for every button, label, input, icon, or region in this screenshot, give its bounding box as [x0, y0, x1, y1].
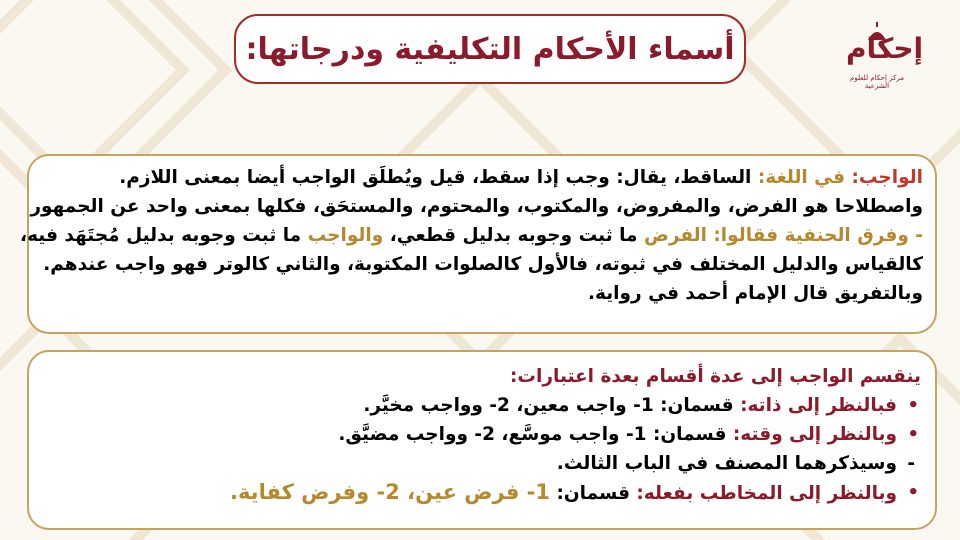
item-3-prefix: قسمان:	[556, 483, 630, 504]
wajib-text: ما ثبت وجوبه بدليل مُجتَهَد فيه،	[20, 225, 302, 246]
wajib-term-2: والواجب	[307, 225, 384, 246]
bullet-icon: •	[907, 395, 919, 416]
lang-label: في اللغة:	[757, 167, 845, 188]
division-note	[47, 449, 921, 478]
dash-icon: -	[907, 453, 915, 474]
item-2-text: قسمان: 1- واجب موسَّع، 2- وواجب مضيَّق.	[338, 424, 727, 445]
fard-text: ما ثبت وجوبه بدليل قطعي،	[389, 225, 638, 246]
logo-subtitle: مركز إحكام للعلوم الشرعية	[850, 74, 904, 90]
fard-term: الفرض	[643, 225, 707, 246]
item-2-label: وبالنظر إلى وقته:	[732, 424, 897, 445]
item-3-label: وبالنظر إلى المخاطب بفعله:	[636, 483, 897, 504]
item-1-label: فبالنظر إلى ذاته:	[740, 395, 897, 416]
item-1-text: قسمان: 1- واجب معين، 2- وواجب مخيَّر.	[363, 395, 734, 416]
title-box	[234, 14, 746, 84]
bullet-icon: •	[907, 424, 919, 445]
divisions-box	[27, 350, 937, 530]
item-3-text: 1- فرض عين، 2- وفرض كفاية.	[229, 480, 550, 504]
page-title: أسماء الأحكام التكليفية ودرجاتها:	[245, 31, 735, 67]
bullet-icon: •	[907, 482, 919, 503]
note-text: وسيذكرهما المصنف في الباب الثالث.	[556, 453, 897, 474]
hanafi-label: - وفرق الحنفية فقالوا:	[713, 225, 923, 246]
definition-line-1	[41, 163, 923, 192]
definition-line-3	[20, 221, 923, 250]
division-item-2	[47, 420, 921, 449]
definition-line-5: وبالتفريق قال الإمام أحمد في رواية.	[587, 283, 923, 304]
definition-box	[20, 154, 937, 334]
definition-line-4: كالقياس والدليل المختلف في ثبوته، فالأول كالصلوات المكتوبة، والثاني كالوتر فهو واجب عندهم.	[43, 254, 923, 275]
divisions-heading: ينقسم الواجب إلى عدة أقسام بعدة اعتبارات:	[510, 366, 921, 387]
division-item-1	[47, 391, 921, 420]
definition-line-2: واصطلاحا هو الفرض، والمفروض، والمكتوب، والمحتوم، والمستحَق، فكلها بمعنى واحد عن الجمهور	[30, 196, 923, 217]
division-item-3	[47, 478, 921, 508]
logo-wordmark: إحكام	[846, 32, 924, 65]
lang-text: الساقط، يقال: وجب إذا سقط، قيل ويُطلَق الواجب أيضا بمعنى اللازم.	[119, 167, 752, 188]
wajib-term: الواجب:	[851, 167, 923, 188]
logo	[846, 22, 924, 94]
